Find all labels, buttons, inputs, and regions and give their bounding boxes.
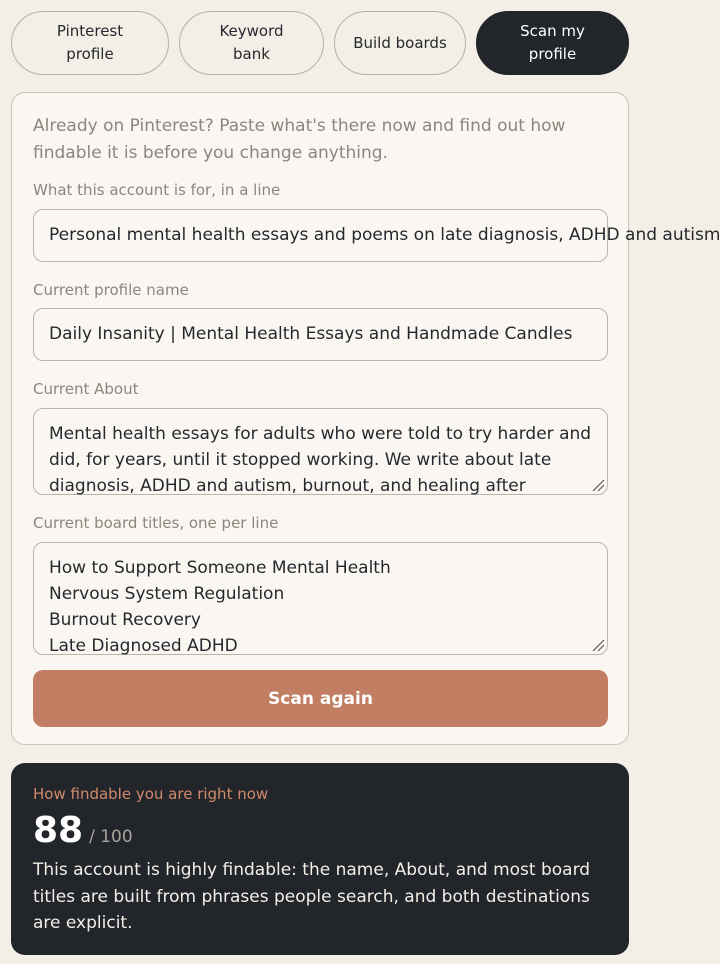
score-value: 88 (33, 810, 84, 851)
score-max: / 100 (89, 827, 133, 847)
resize-handle-icon[interactable] (591, 478, 605, 492)
tab-pinterest-profile[interactable] (11, 11, 169, 75)
board-titles-textarea[interactable] (33, 542, 608, 655)
tab-label: Scan my profile (520, 22, 585, 63)
tab-keyword-bank[interactable] (179, 11, 324, 75)
tab-label: Pinterest profile (56, 22, 124, 63)
board-titles-label: Current board titles, one per line (33, 514, 279, 532)
tab-label: Build boards (353, 33, 447, 52)
result-title: How findable you are right now (33, 785, 269, 803)
tab-bar (11, 11, 629, 75)
purpose-label: What this account is for, in a line (33, 181, 281, 199)
resize-handle-icon[interactable] (591, 638, 605, 652)
tab-label: Keyword bank (219, 22, 284, 63)
about-label: Current About (33, 380, 139, 398)
scan-again-button[interactable]: Scan again (33, 670, 608, 727)
about-text: Mental health essays for adults who were told to try harder and did, for years, until it stopped working. We write about late diagnosis, ADHD and autism, burnout, and healing after (49, 424, 592, 496)
tab-scan-my-profile[interactable] (476, 11, 629, 75)
intro-text: Already on Pinterest? Paste what's there now and find out how findable it is before you change anything. (33, 116, 566, 163)
tab-build-boards[interactable] (334, 11, 466, 75)
profile-name-label: Current profile name (33, 281, 189, 299)
purpose-input[interactable]: Personal mental health essays and poems on late diagnosis, ADHD and autism (33, 209, 608, 262)
score-display (33, 809, 133, 853)
about-textarea[interactable] (33, 408, 608, 495)
result-description: This account is highly findable: the name, About, and most board titles are built from phrases people search, and both destinations are explicit. (33, 860, 591, 933)
board-titles-text: How to Support Someone Mental Health Nervous System Regulation Burnout Recovery Late Diagnosed ADHD (49, 558, 391, 656)
profile-name-input[interactable]: Daily Insanity | Mental Health Essays and Handmade Candles (33, 308, 608, 361)
findability-result-panel (11, 763, 629, 955)
scan-form-card (11, 92, 720, 745)
